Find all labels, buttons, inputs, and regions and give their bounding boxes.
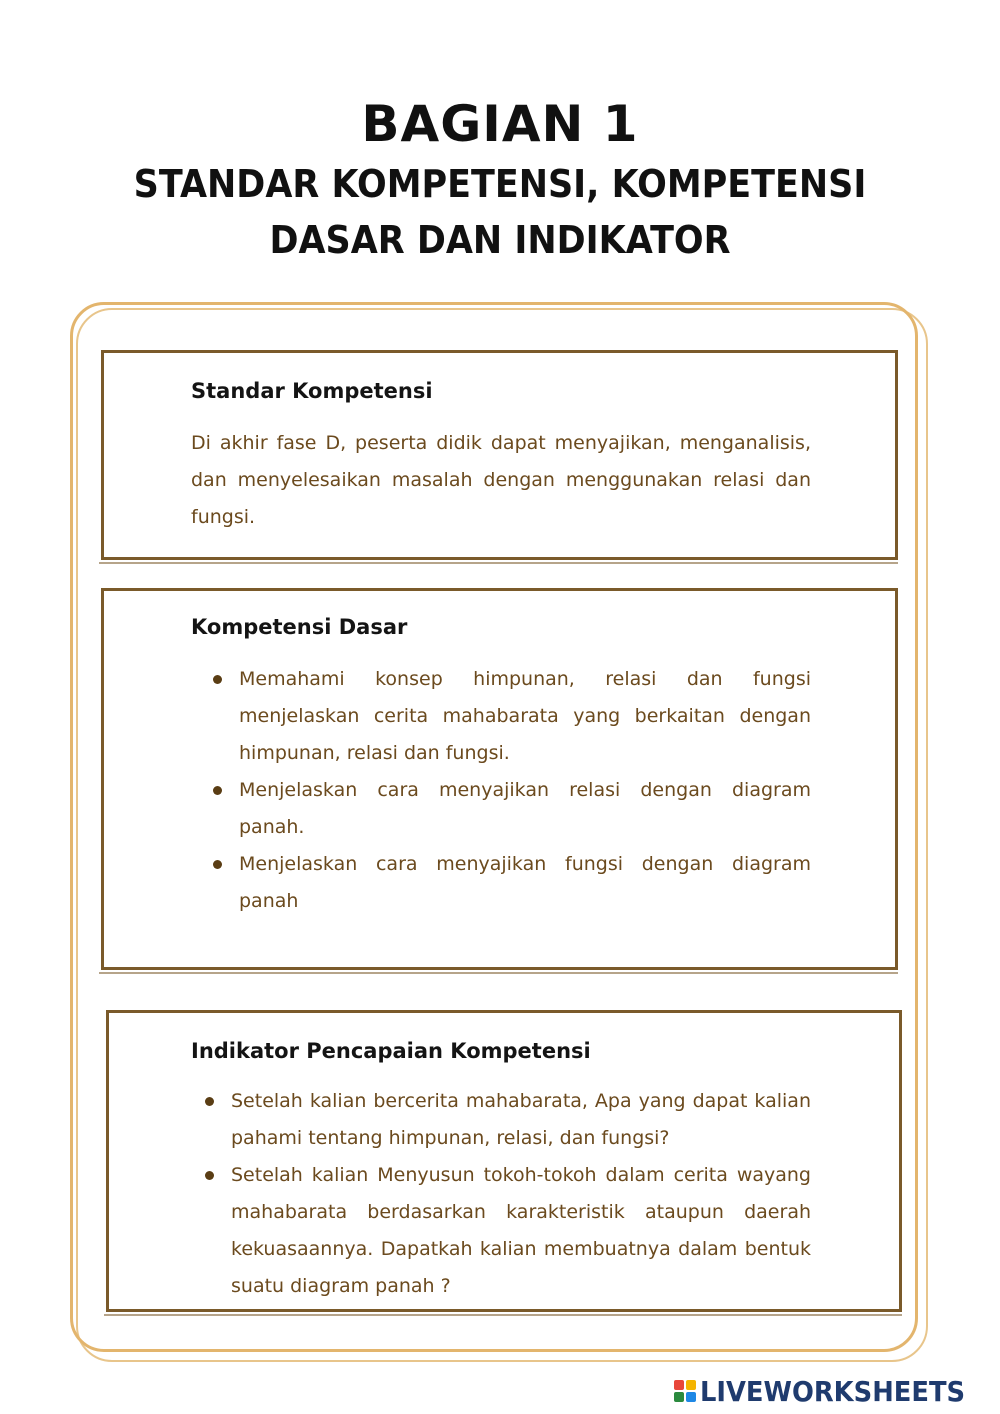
- bullet-icon: [205, 1171, 214, 1180]
- standar-kompetensi-box: [101, 350, 898, 560]
- liveworksheets-logo: [674, 1376, 988, 1406]
- standar-kompetensi-heading: Standar Kompetensi: [191, 379, 433, 403]
- page-title: BAGIAN 1: [361, 95, 639, 153]
- bullet-icon: [213, 860, 222, 869]
- indikator-list: [201, 1083, 811, 1305]
- list-item: [209, 661, 811, 772]
- list-item-text: Menjelaskan cara menyajikan fungsi dengan diagram panah: [239, 853, 811, 912]
- kompetensi-dasar-list: [209, 661, 811, 920]
- list-item-text: Setelah kalian bercerita mahabarata, Apa yang dapat kalian pahami tentang himpunan, relasi, dan fungsi?: [231, 1090, 811, 1149]
- page-title-block: [0, 92, 1000, 268]
- standar-kompetensi-text: Di akhir fase D, peserta didik dapat menyajikan, menganalisis, dan menyelesaikan masalah dengan menggunakan relasi dan fungsi.: [191, 432, 811, 528]
- indikator-box: [106, 1010, 902, 1312]
- list-item-text: Memahami konsep himpunan, relasi dan fungsi menjelaskan cerita mahabarata yang berkaitan dengan himpunan, relasi dan fungsi.: [239, 668, 811, 764]
- list-item: [201, 1083, 811, 1157]
- kompetensi-dasar-box: [101, 588, 898, 970]
- bullet-icon: [213, 675, 222, 684]
- list-item-text: Menjelaskan cara menyajikan relasi dengan diagram panah.: [239, 779, 811, 838]
- list-item: [209, 846, 811, 920]
- page-subtitle-line-1: STANDAR KOMPETENSI, KOMPETENSI: [133, 162, 867, 206]
- bullet-icon: [213, 786, 222, 795]
- list-item: [201, 1157, 811, 1305]
- list-item-text: Setelah kalian Menyusun tokoh-tokoh dalam cerita wayang mahabarata berdasarkan karakteristik ataupun daerah kekuasaannya. Dapatkah kalian membuatnya dalam bentuk suatu diagram panah ?: [231, 1164, 811, 1297]
- kompetensi-dasar-heading: Kompetensi Dasar: [191, 615, 408, 639]
- bullet-icon: [205, 1097, 214, 1106]
- liveworksheets-logo-icon: [674, 1380, 696, 1402]
- liveworksheets-logo-text: LIVEWORKSHEETS: [699, 1374, 965, 1408]
- list-item: [209, 772, 811, 846]
- page-subtitle-line-2: DASAR DAN INDIKATOR: [269, 218, 731, 262]
- indikator-heading: Indikator Pencapaian Kompetensi: [191, 1039, 591, 1063]
